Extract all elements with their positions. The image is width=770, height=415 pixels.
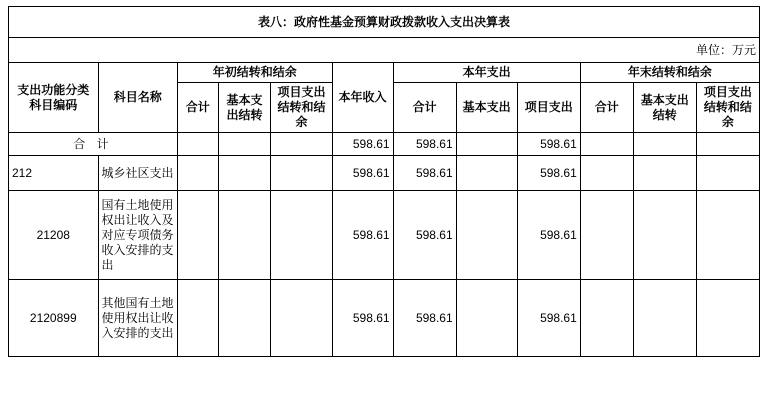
table-row: [9, 133, 760, 156]
cell-code: 212: [9, 156, 99, 191]
cell-income: 598.61: [332, 156, 393, 191]
unit-note: 单位：万元: [9, 38, 760, 63]
cell-begin-total: [177, 191, 218, 280]
cell-end-basic: [633, 191, 696, 280]
cell-begin-basic: [218, 191, 271, 280]
cell-begin-project: [271, 280, 332, 357]
cell-begin-total: [177, 280, 218, 357]
cell-end-total: [580, 280, 633, 357]
table-row: [9, 156, 760, 191]
cell-end-basic: [633, 280, 696, 357]
cell-expense-basic: [456, 156, 517, 191]
cell-begin-project: [271, 133, 332, 156]
cell-name: 城乡社区支出: [98, 156, 177, 191]
table-row: [9, 191, 760, 280]
cell-end-project: [696, 156, 759, 191]
cell-end-total: [580, 191, 633, 280]
cell-begin-project: [271, 191, 332, 280]
header-end-total: 合计: [580, 83, 633, 133]
cell-expense-project: 598.61: [517, 133, 580, 156]
cell-begin-basic: [218, 280, 271, 357]
row-total-label: 合 计: [9, 133, 178, 156]
header-group-expense: 本年支出: [393, 63, 580, 83]
cell-expense-total: 598.61: [393, 191, 456, 280]
cell-begin-total: [177, 133, 218, 156]
header-end-basic: 基本支出结转: [633, 83, 696, 133]
cell-code: 21208: [9, 191, 99, 280]
cell-end-project: [696, 133, 759, 156]
header-begin-basic: 基本支出结转: [218, 83, 271, 133]
header-code: 支出功能分类科目编码: [9, 63, 99, 133]
cell-expense-total: 598.61: [393, 133, 456, 156]
cell-begin-basic: [218, 133, 271, 156]
header-income: 本年收入: [332, 63, 393, 133]
cell-end-total: [580, 133, 633, 156]
cell-name: 其他国有土地使用权出让收入安排的支出: [98, 280, 177, 357]
cell-expense-basic: [456, 280, 517, 357]
header-begin-total: 合计: [177, 83, 218, 133]
budget-table: [8, 6, 760, 357]
header-group-begin: 年初结转和结余: [177, 63, 332, 83]
cell-end-project: [696, 191, 759, 280]
header-group-end: 年末结转和结余: [580, 63, 759, 83]
cell-expense-basic: [456, 133, 517, 156]
header-begin-project: 项目支出结转和结余: [271, 83, 332, 133]
unit-row: [9, 38, 760, 63]
cell-name: 国有土地使用权出让收入及对应专项债务收入安排的支出: [98, 191, 177, 280]
header-end-project: 项目支出结转和结余: [696, 83, 759, 133]
cell-expense-basic: [456, 191, 517, 280]
title-row: [9, 7, 760, 38]
cell-end-total: [580, 156, 633, 191]
cell-expense-project: 598.61: [517, 156, 580, 191]
cell-begin-total: [177, 156, 218, 191]
cell-expense-total: 598.61: [393, 156, 456, 191]
cell-end-basic: [633, 156, 696, 191]
cell-begin-project: [271, 156, 332, 191]
cell-end-project: [696, 280, 759, 357]
cell-expense-project: 598.61: [517, 191, 580, 280]
cell-expense-total: 598.61: [393, 280, 456, 357]
cell-income: 598.61: [332, 280, 393, 357]
header-expense-total: 合计: [393, 83, 456, 133]
table-row: [9, 280, 760, 357]
page-title: 表八：政府性基金预算财政拨款收入支出决算表: [9, 7, 760, 38]
header-name: 科目名称: [98, 63, 177, 133]
cell-code: 2120899: [9, 280, 99, 357]
cell-begin-basic: [218, 156, 271, 191]
cell-end-basic: [633, 133, 696, 156]
cell-income: 598.61: [332, 133, 393, 156]
header-expense-project: 项目支出: [517, 83, 580, 133]
header-expense-basic: 基本支出: [456, 83, 517, 133]
cell-income: 598.61: [332, 191, 393, 280]
cell-expense-project: 598.61: [517, 280, 580, 357]
header-row-1: [9, 63, 760, 83]
